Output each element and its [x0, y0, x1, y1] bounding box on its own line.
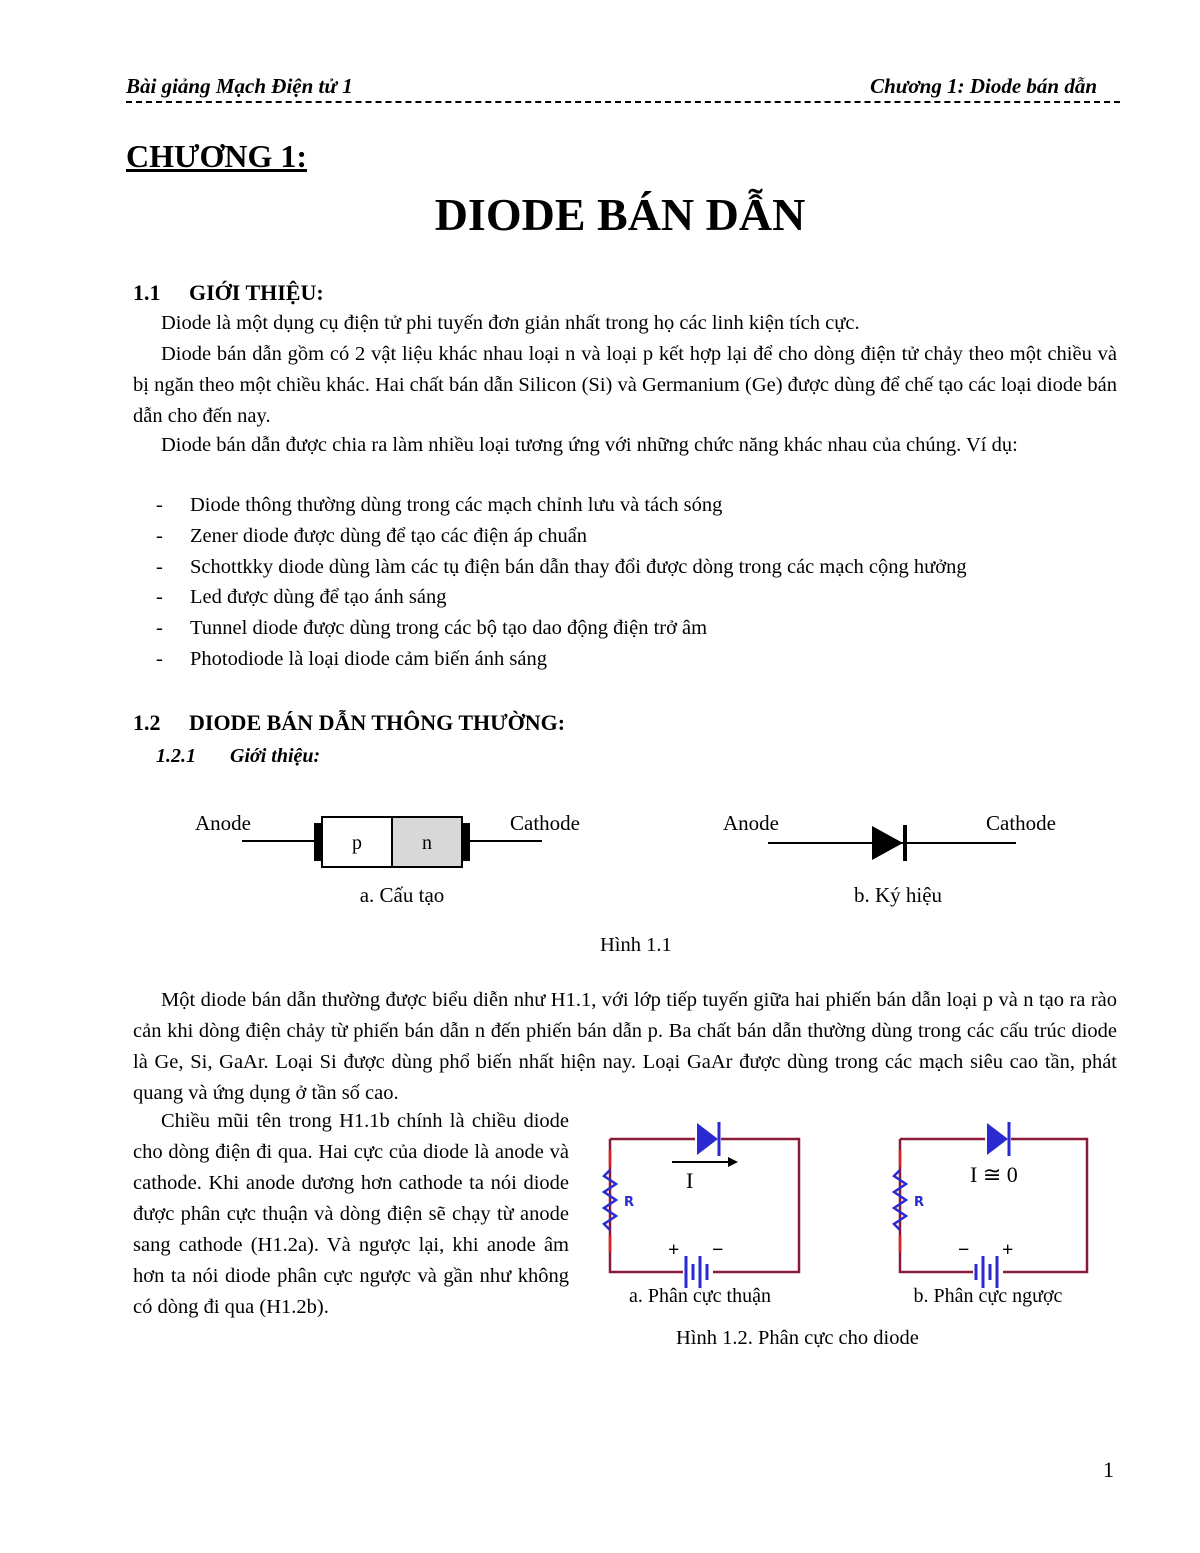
subsection-title: Giới thiệu:	[230, 745, 321, 767]
list-item	[156, 613, 1126, 644]
list-marker: -	[156, 617, 163, 640]
p-region-label: p	[352, 832, 362, 854]
header-course-title: Bài giảng Mạch Điện tử 1	[126, 74, 353, 98]
list-marker: -	[156, 524, 163, 547]
diode-structure-figure	[190, 805, 610, 915]
list-item	[156, 490, 1126, 521]
battery-minus: −	[958, 1239, 970, 1261]
current-label: I ≅ 0	[970, 1162, 1018, 1187]
list-item	[156, 582, 1126, 613]
figure-caption-a: a. Cấu tạo	[359, 883, 445, 907]
list-item	[156, 552, 1126, 583]
cathode-label: Cathode	[986, 811, 1056, 835]
diode-icon	[697, 1123, 718, 1155]
cathode-label: Cathode	[510, 811, 580, 835]
figure-caption-b: b. Ký hiệu	[853, 883, 943, 907]
anode-label: Anode	[723, 811, 779, 835]
list-item	[156, 521, 1126, 552]
list-marker: -	[156, 555, 163, 578]
forward-bias-circuit	[600, 1112, 810, 1312]
subsection-heading-1-2-1	[156, 745, 320, 768]
current-arrowhead-icon	[728, 1157, 738, 1167]
section-title: GIỚI THIỆU:	[189, 280, 324, 305]
section-heading-1-2	[133, 710, 565, 736]
header-chapter-title: Chương 1: Diode bán dẫn	[870, 74, 1097, 98]
figure-1-1-caption: Hình 1.1	[600, 934, 672, 956]
section-number: 1.2	[133, 710, 161, 735]
circuit-wire	[713, 1139, 799, 1272]
figure-caption-a: a. Phân cực thuận	[629, 1285, 771, 1307]
list-item-text: Zener diode được dùng để tạo các điện áp chuẩn	[190, 524, 588, 547]
list-marker: -	[156, 494, 163, 516]
diode-symbol-figure	[720, 805, 1080, 915]
list-item-text: Photodiode là loại diode cảm biến ánh sáng	[190, 647, 547, 670]
battery-plus: +	[668, 1239, 680, 1261]
page-number: 1	[1103, 1457, 1114, 1482]
diode-triangle-icon	[872, 826, 903, 860]
list-item-text: Led được dùng để tạo ánh sáng	[190, 586, 447, 609]
paragraph: Diode bán dẫn được chia ra làm nhiều loại tương ứng với những chức năng khác nhau của chúng. Ví dụ:	[161, 434, 1018, 456]
diode-types-list	[156, 490, 1126, 675]
diode-icon	[987, 1123, 1008, 1155]
header-divider	[126, 101, 1120, 103]
section-title: DIODE BÁN DẪN THÔNG THƯỜNG:	[189, 710, 566, 735]
paragraph: Diode là một dụng cụ điện tử phi tuyến đơn giản nhất trong họ các linh kiện tích cực.	[161, 312, 860, 334]
paragraph-side: Chiều mũi tên trong H1.1b chính là chiều diode cho dòng điện đi qua. Hai cực của diode là anode và cathode. Khi anode dương hơn cathode ta nói diode được phân cực thuận và dòng điện sẽ chạy từ anode sang cathode (H1.2a). Và ngược lại, khi anode âm hơn ta nói diode phân cực ngược và gần như không có dòng đi qua (H1.2b).	[133, 1110, 569, 1318]
battery-minus: −	[712, 1239, 724, 1261]
list-item-text: Tunnel diode được dùng trong các bộ tạo dao động điện trở âm	[190, 617, 708, 640]
chapter-label: CHƯƠNG 1:	[126, 138, 308, 174]
current-label: I	[686, 1168, 694, 1193]
resistor-label: R	[624, 1195, 635, 1210]
circuit-wire	[1003, 1139, 1087, 1272]
battery-plus: +	[1002, 1239, 1014, 1261]
section-number: 1.1	[133, 280, 161, 305]
paragraph: Diode bán dẫn gồm có 2 vật liệu khác nhau loại n và loại p kết hợp lại để cho dòng điện tử chảy theo một chiều và bị ngăn theo một chiều khác. Hai chất bán dẫn Silicon (Si) và Germanium (Ge) được dùng để chế tạo các loại diode bán dẫn cho đến nay.	[133, 343, 1117, 427]
section-heading-1-1	[133, 280, 324, 306]
anode-terminal-cap	[314, 823, 322, 861]
cathode-terminal-cap	[462, 823, 470, 861]
reverse-bias-circuit	[890, 1112, 1100, 1312]
list-item-text: Diode thông thường dùng trong các mạch chỉnh lưu và tách sóng	[190, 494, 723, 516]
figure-caption-b: b. Phân cực ngược	[913, 1285, 1063, 1307]
resistor-label: R	[914, 1195, 925, 1210]
figure-1-2-caption: Hình 1.2. Phân cực cho diode	[676, 1327, 919, 1349]
paragraph: Một diode bán dẫn thường được biểu diễn như H1.1, với lớp tiếp tuyến giữa hai phiến bán dẫn loại p và n tạo ra rào cản khi dòng điện chảy từ phiến bán dẫn n đến phiến bán dẫn p. Ba chất bán dẫn thường dùng trong các cấu trúc diode là Ge, Si, GaAr. Loại Si được dùng phổ biến nhất hiện nay. Loại GaAr được dùng trong các mạch siêu cao tần, phát quang và ứng dụng ở tần số cao.	[133, 989, 1117, 1104]
subsection-number: 1.2.1	[156, 745, 196, 767]
list-marker: -	[156, 586, 163, 609]
list-item-text: Schottkky diode dùng làm các tụ điện bán dẫn thay đổi được dòng trong các mạch cộng hưởng	[190, 555, 967, 578]
chapter-title: DIODE BÁN DẪN	[434, 189, 806, 240]
anode-label: Anode	[195, 811, 251, 835]
list-item	[156, 644, 1126, 675]
n-region-label: n	[422, 832, 432, 854]
list-marker: -	[156, 647, 163, 670]
